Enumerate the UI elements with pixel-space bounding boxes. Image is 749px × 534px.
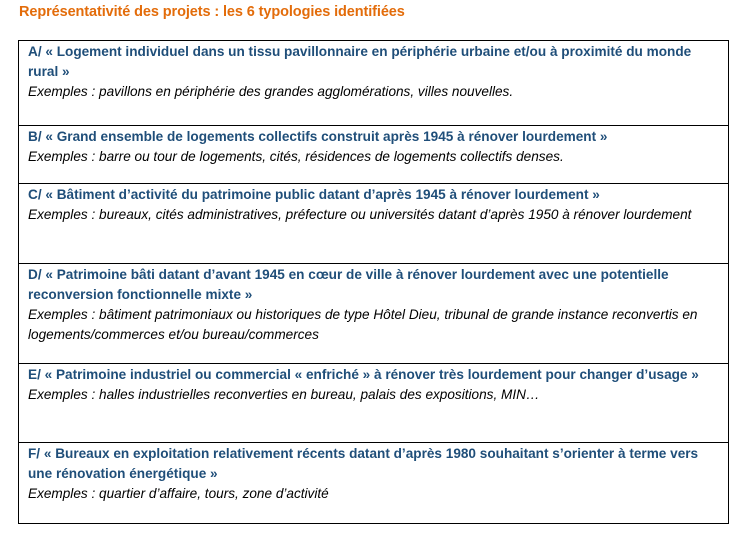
- typology-examples-d: Exemples : bâtiment patrimoniaux ou historiques de type Hôtel Dieu, tribunal de grande instance reconvertis en logements/commerces et/ou bureau/commerces: [28, 307, 698, 342]
- page-title: Représentativité des projets : les 6 typologies identifiées: [19, 4, 405, 20]
- typology-row-b: [19, 126, 728, 184]
- typology-examples-a: Exemples : pavillons en périphérie des grandes agglomérations, villes nouvelles.: [28, 84, 514, 99]
- typology-row-f: [19, 443, 728, 523]
- typology-row-e: [19, 364, 728, 443]
- typology-heading-c: C/ « Bâtiment d’activité du patrimoine public datant d’après 1945 à rénover lourdement »: [28, 187, 600, 202]
- typology-row-c: [19, 184, 728, 264]
- typology-heading-b: B/ « Grand ensemble de logements collectifs construit après 1945 à rénover lourdement »: [28, 129, 608, 144]
- typology-row-a: [19, 41, 728, 126]
- typology-heading-f: F/ « Bureaux en exploitation relativement récents datant d’après 1980 souhaitant s’orienter à terme vers une rénovation énergétique »: [28, 446, 699, 481]
- typology-heading-d: D/ « Patrimoine bâti datant d’avant 1945 en cœur de ville à rénover lourdement avec une potentielle reconversion fonctionnelle mixte »: [28, 267, 669, 302]
- typology-examples-f: Exemples : quartier d’affaire, tours, zone d’activité: [28, 486, 329, 501]
- typology-heading-a: A/ « Logement individuel dans un tissu pavillonnaire en périphérie urbaine et/ou à proximité du monde rural »: [28, 44, 692, 79]
- typology-table: [18, 40, 729, 524]
- typology-heading-e: E/ « Patrimoine industriel ou commercial « enfriché » à rénover très lourdement pour changer d’usage »: [28, 367, 699, 382]
- typology-examples-c: Exemples : bureaux, cités administratives, préfecture ou universités datant d’après 1950 à rénover lourdement: [28, 207, 692, 222]
- typology-examples-e: Exemples : halles industrielles reconverties en bureau, palais des expositions, MIN…: [28, 387, 540, 402]
- typology-examples-b: Exemples : barre ou tour de logements, cités, résidences de logements collectifs denses.: [28, 149, 564, 164]
- typology-row-d: [19, 264, 728, 364]
